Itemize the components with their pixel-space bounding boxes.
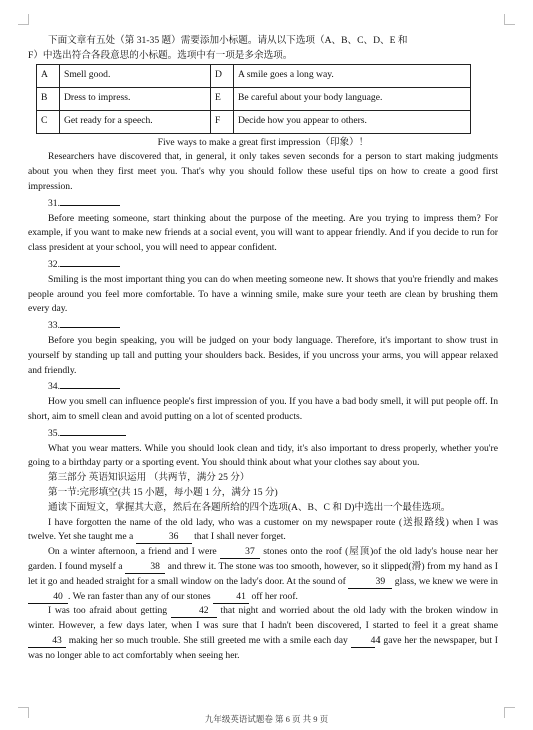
- section-1-heading: 第一节:完形填空(共 15 小题，每小题 1 分，满分 15 分): [48, 486, 278, 498]
- cloze-text: glass, we knew we were in: [394, 575, 498, 587]
- cloze-text: On a winter afternoon, a friend and I were: [48, 546, 217, 558]
- option-text: Be careful about your body language.: [233, 87, 470, 110]
- answer-blank[interactable]: [60, 378, 120, 389]
- question-number: 35.: [48, 427, 60, 439]
- cloze-gap-39[interactable]: 39: [348, 576, 392, 589]
- option-text: Smell good.: [60, 64, 211, 87]
- question-33: [28, 317, 498, 334]
- answer-blank[interactable]: [60, 425, 126, 436]
- cloze-instruction: 通读下面短文，掌握其大意，然后在各题所给的四个选项(A、B、C 和 D)中选出一个最佳选项。: [48, 501, 451, 513]
- options-row: [37, 64, 471, 87]
- cloze-text: I gave her the newspaper, but I was no longer able to act comfortably when seeing her.: [28, 634, 498, 661]
- instruction-line-1: 下面文章有五处（第 31-35 题）需要添加小标题。请从以下选项（A、B、C、D、E 和: [48, 35, 408, 46]
- answer-blank[interactable]: [60, 256, 120, 267]
- paragraph-31: Before meeting someone, start thinking about the purpose of the meeting. Are you trying to impress them? For example, if you want to make new friends at a social event, you will want to appear friendly. And if you decide to run for class president at your school, you will need to appear confident.: [28, 212, 498, 254]
- option-key: A: [37, 64, 60, 87]
- cloze-gap-38[interactable]: 38: [125, 561, 165, 574]
- crop-mark-top-right: [504, 14, 515, 25]
- option-key: F: [210, 110, 233, 133]
- cloze-gap-37[interactable]: 37: [220, 546, 260, 559]
- cloze-text: stones onto the roof (屋顶)of the old lady's house near her garden. I found myself a: [28, 546, 498, 572]
- page-footer: 九年级英语试题卷 第 6 页 共 9 页: [204, 714, 329, 724]
- question-number: 31.: [48, 197, 60, 209]
- option-key: E: [210, 87, 233, 110]
- cloze-text: and threw it. The stone was too smooth, however, so it slipped(滑) from my hand as I let it go and headed straight for a small window on the lady's door. At the sound of: [28, 560, 498, 587]
- option-text: Decide how you appear to others.: [233, 110, 470, 133]
- cloze-gap-43[interactable]: 43: [28, 635, 66, 648]
- intro-paragraph: Researchers have discovered that, in general, it only takes seven seconds for a person to start making judgments about you when they first meet you. That's why you should follow these useful tips on how to create a good first impression.: [28, 151, 498, 192]
- option-text: Get ready for a speech.: [60, 110, 211, 133]
- article-title: Five ways to make a great first impression（印象）！: [157, 136, 369, 148]
- question-number: 34.: [48, 381, 60, 393]
- answer-blank[interactable]: [60, 195, 120, 206]
- question-34: [28, 378, 498, 395]
- question-number: 33.: [48, 320, 60, 332]
- document-page: [28, 34, 498, 663]
- cloze-paragraph-2: [28, 545, 498, 604]
- question-31: [28, 195, 498, 212]
- part-3-heading: 第三部分 英语知识运用 （共两节，满分 25 分）: [48, 472, 250, 484]
- cloze-text: . We ran faster than any of our stones: [68, 590, 211, 602]
- cloze-paragraph-1: [28, 516, 498, 546]
- options-table: [36, 64, 471, 134]
- cloze-gap-44[interactable]: 44: [351, 635, 375, 648]
- cloze-text: that night and worried about the old lady with the broken window in winter. However, a few days later, when I was sure that I hadn't been discovered, I started to feel it a great shame: [28, 605, 498, 632]
- paragraph-35: What you wear matters. While you should look clean and tidy, it's also important to dress properly, whether you're going to a birthday party or a sporting event. You should think about what your clothes say about you.: [28, 442, 498, 469]
- cloze-text: off her roof.: [251, 590, 298, 602]
- option-text: A smile goes a long way.: [233, 64, 470, 87]
- cloze-paragraph-3: [28, 604, 498, 663]
- option-key: C: [37, 110, 60, 133]
- cloze-gap-42[interactable]: 42: [171, 605, 217, 618]
- question-35: [28, 425, 498, 442]
- question-32: [28, 256, 498, 273]
- cloze-gap-40[interactable]: 40: [28, 591, 68, 604]
- options-row: [37, 87, 471, 110]
- option-text: Dress to impress.: [60, 87, 211, 110]
- cloze-text: making her so much trouble. She still greeted me with a smile each day: [68, 634, 348, 646]
- option-key: D: [210, 64, 233, 87]
- options-row: [37, 110, 471, 133]
- paragraph-33: Before you begin speaking, you will be judged on your body language. Therefore, it's important to show trust in yourself by standing up tall and putting your shoulders back. Besides, if you uncross your arms, you will appear relaxed and friendly.: [28, 334, 498, 376]
- instruction-line-2: F）中选出符合各段意思的小标题。选项中有一项是多余选项。: [28, 49, 293, 61]
- crop-mark-top-left: [18, 14, 29, 25]
- paragraph-32: Smiling is the most important thing you can do when meeting someone new. It shows that you're friendly and makes people around you feel more comfortable. To have a winning smile, make sure your teeth are clean by brushing them every day.: [28, 273, 498, 315]
- option-key: B: [37, 87, 60, 110]
- cloze-gap-41[interactable]: 41: [213, 591, 249, 604]
- question-number: 32.: [48, 258, 60, 270]
- cloze-text: I have forgotten the name of the old lady, who was a customer on my newspaper route (送报路线) when I was twelve. Yet she taught me a: [28, 516, 498, 543]
- cloze-text: that I shall never forget.: [194, 531, 286, 543]
- cloze-gap-36[interactable]: 36: [136, 531, 192, 544]
- paragraph-34: How you smell can influence people's first impression of you. If you have a bad body smell, it will put people off. In short, aim to smell clean and avoid putting on a lot of scented products.: [28, 396, 498, 422]
- cloze-text: I was too afraid about getting: [48, 605, 168, 617]
- answer-blank[interactable]: [60, 317, 120, 328]
